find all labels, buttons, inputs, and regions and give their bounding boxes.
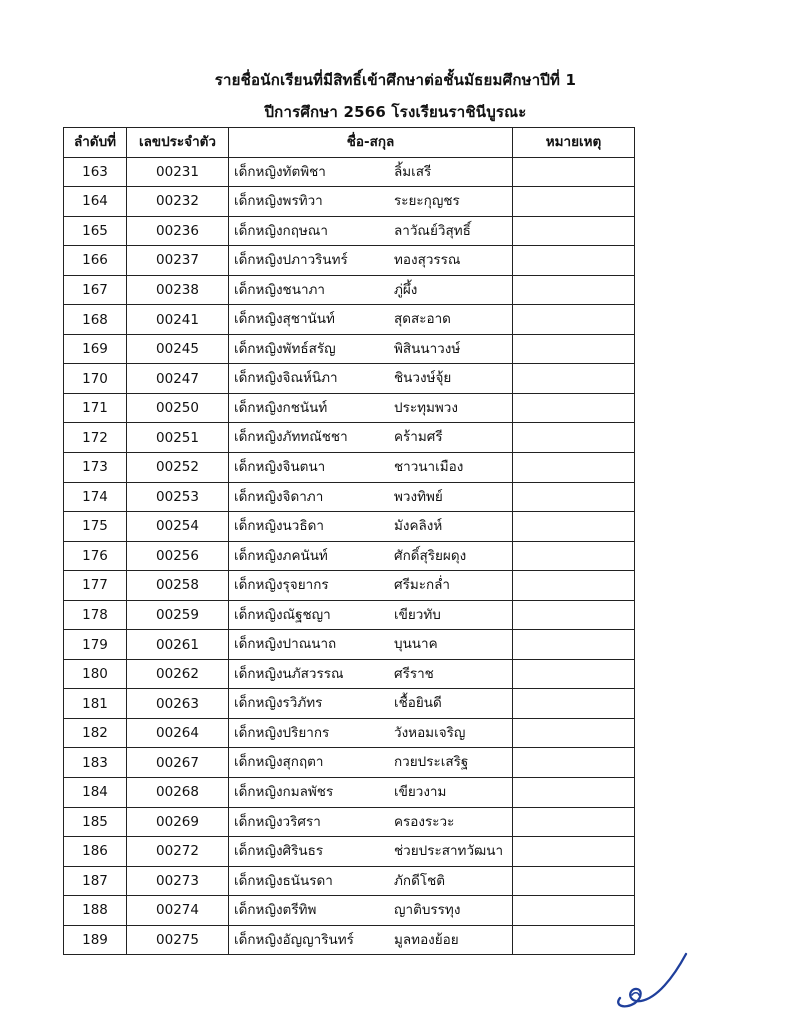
student-name: [229, 364, 513, 394]
student-id: 00237: [127, 246, 229, 276]
student-first-name: เด็กหญิงตรีทิพ: [234, 902, 317, 919]
student-first-name: เด็กหญิงกมลพัชร: [234, 784, 334, 801]
student-first-name: เด็กหญิงชนาภา: [234, 281, 325, 298]
table-row: [64, 571, 635, 601]
order-number: 165: [64, 216, 127, 246]
student-last-name: ศักดิ์สุริยผดุง: [394, 547, 467, 564]
student-id: 00267: [127, 748, 229, 778]
remarks-cell: [513, 453, 635, 483]
student-id: 00268: [127, 778, 229, 808]
student-first-name: เด็กหญิงปภาวรินทร์: [234, 252, 348, 269]
student-first-name: เด็กหญิงธนันรดา: [234, 872, 333, 889]
student-last-name: ภู่ผึ้ง: [394, 281, 418, 298]
student-last-name: มังคลิงห์: [394, 518, 443, 535]
student-id: 00262: [127, 659, 229, 689]
student-id: 00238: [127, 275, 229, 305]
student-name: [229, 246, 513, 276]
student-last-name: พิสินนาวงษ์: [394, 340, 461, 357]
order-number: 187: [64, 866, 127, 896]
student-id: 00261: [127, 630, 229, 660]
remarks-cell: [513, 866, 635, 896]
order-number: 185: [64, 807, 127, 837]
order-number: 163: [64, 157, 127, 187]
table-row: [64, 659, 635, 689]
order-number: 175: [64, 512, 127, 542]
remarks-cell: [513, 275, 635, 305]
table-row: [64, 482, 635, 512]
remarks-cell: [513, 748, 635, 778]
order-number: 177: [64, 571, 127, 601]
remarks-cell: [513, 837, 635, 867]
student-last-name: เชื้อยินดี: [394, 695, 442, 712]
student-last-name: เขียวทับ: [394, 606, 441, 623]
roster-body: [64, 157, 635, 955]
remarks-cell: [513, 393, 635, 423]
student-name: [229, 630, 513, 660]
student-last-name: ศรีมะกล่ำ: [394, 577, 450, 594]
order-number: 174: [64, 482, 127, 512]
student-name: [229, 807, 513, 837]
table-row: [64, 748, 635, 778]
order-number: 168: [64, 305, 127, 335]
header-full-name: ชื่อ-สกุล: [229, 128, 513, 158]
table-row: [64, 364, 635, 394]
remarks-cell: [513, 512, 635, 542]
student-id: 00250: [127, 393, 229, 423]
student-first-name: เด็กหญิงรุจยากร: [234, 577, 329, 594]
student-id: 00258: [127, 571, 229, 601]
student-last-name: ครองระวะ: [394, 813, 455, 830]
student-first-name: เด็กหญิงนภัสวรรณ: [234, 665, 344, 682]
student-last-name: วังหอมเจริญ: [394, 724, 466, 741]
order-number: 170: [64, 364, 127, 394]
student-id: 00263: [127, 689, 229, 719]
order-number: 172: [64, 423, 127, 453]
student-id: 00251: [127, 423, 229, 453]
student-id: 00241: [127, 305, 229, 335]
student-last-name: ชินวงษ์จุ้ย: [394, 370, 452, 387]
student-name: [229, 482, 513, 512]
student-id: 00253: [127, 482, 229, 512]
student-id: 00259: [127, 600, 229, 630]
student-last-name: ศรีราช: [394, 665, 434, 682]
table-row: [64, 925, 635, 955]
order-number: 176: [64, 541, 127, 571]
student-name: [229, 187, 513, 217]
table-row: [64, 630, 635, 660]
student-first-name: เด็กหญิงสุชานันท์: [234, 311, 335, 328]
student-first-name: เด็กหญิงปริยากร: [234, 724, 330, 741]
student-id: 00275: [127, 925, 229, 955]
student-name: [229, 216, 513, 246]
order-number: 164: [64, 187, 127, 217]
table-row: [64, 807, 635, 837]
table-row: [64, 512, 635, 542]
remarks-cell: [513, 807, 635, 837]
student-first-name: เด็กหญิงภคนันท์: [234, 547, 328, 564]
student-last-name: มูลทองย้อย: [394, 931, 459, 948]
table-row: [64, 896, 635, 926]
order-number: 186: [64, 837, 127, 867]
order-number: 171: [64, 393, 127, 423]
student-id: 00252: [127, 453, 229, 483]
student-name: [229, 866, 513, 896]
student-name: [229, 896, 513, 926]
student-first-name: เด็กหญิงกฤษณา: [234, 222, 328, 239]
remarks-cell: [513, 541, 635, 571]
order-number: 169: [64, 334, 127, 364]
student-last-name: ลาวัณย์วิสุทธิ์: [394, 222, 471, 239]
order-number: 189: [64, 925, 127, 955]
student-last-name: เขียวงาม: [394, 784, 447, 801]
table-row: [64, 393, 635, 423]
student-name: [229, 305, 513, 335]
student-id: 00231: [127, 157, 229, 187]
table-row: [64, 305, 635, 335]
student-name: [229, 393, 513, 423]
student-last-name: ญาติบรรทุง: [394, 902, 461, 919]
student-first-name: เด็กหญิงพรทิวา: [234, 193, 323, 210]
order-number: 167: [64, 275, 127, 305]
remarks-cell: [513, 364, 635, 394]
student-name: [229, 334, 513, 364]
student-last-name: ระยะกุญชร: [394, 193, 460, 210]
remarks-cell: [513, 718, 635, 748]
order-number: 173: [64, 453, 127, 483]
student-name: [229, 423, 513, 453]
remarks-cell: [513, 157, 635, 187]
table-row: [64, 600, 635, 630]
table-row: [64, 718, 635, 748]
student-first-name: เด็กหญิงณัฐชญา: [234, 606, 331, 623]
student-last-name: ภักดีโชติ: [394, 872, 446, 889]
student-first-name: เด็กหญิงวริศรา: [234, 813, 321, 830]
student-first-name: เด็กหญิงสุกฤตา: [234, 754, 324, 771]
remarks-cell: [513, 600, 635, 630]
student-id: 00254: [127, 512, 229, 542]
student-first-name: เด็กหญิงจิดาภา: [234, 488, 324, 505]
student-name: [229, 689, 513, 719]
order-number: 166: [64, 246, 127, 276]
order-number: 181: [64, 689, 127, 719]
table-row: [64, 246, 635, 276]
student-first-name: เด็กหญิงอัญญารินทร์: [234, 931, 354, 948]
table-row: [64, 275, 635, 305]
header-row: [64, 128, 635, 158]
student-last-name: ประทุมพวง: [394, 399, 458, 416]
student-first-name: เด็กหญิงรวิภัทร: [234, 695, 323, 712]
order-number: 184: [64, 778, 127, 808]
remarks-cell: [513, 689, 635, 719]
header-student-id: เลขประจำตัว: [127, 128, 229, 158]
student-last-name: คร้ามศรี: [394, 429, 443, 446]
student-id: 00273: [127, 866, 229, 896]
student-name: [229, 778, 513, 808]
student-name: [229, 600, 513, 630]
table-row: [64, 187, 635, 217]
student-roster-table: [63, 127, 635, 955]
student-first-name: เด็กหญิงภัททณัชชา: [234, 429, 348, 446]
student-id: 00264: [127, 718, 229, 748]
order-number: 178: [64, 600, 127, 630]
student-last-name: ทองสุวรรณ: [394, 252, 461, 269]
student-first-name: เด็กหญิงทัตพิชา: [234, 163, 326, 180]
student-first-name: เด็กหญิงจินตนา: [234, 459, 326, 476]
student-first-name: เด็กหญิงจิณห์นิภา: [234, 370, 338, 387]
table-row: [64, 778, 635, 808]
student-name: [229, 837, 513, 867]
order-number: 180: [64, 659, 127, 689]
table-row: [64, 216, 635, 246]
table-row: [64, 689, 635, 719]
order-number: 183: [64, 748, 127, 778]
student-id: 00247: [127, 364, 229, 394]
student-last-name: ชาวนาเมือง: [394, 459, 464, 476]
student-name: [229, 275, 513, 305]
table-row: [64, 157, 635, 187]
remarks-cell: [513, 305, 635, 335]
remarks-cell: [513, 630, 635, 660]
table-row: [64, 541, 635, 571]
student-last-name: ลิ้มเสรี: [394, 163, 432, 180]
student-id: 00272: [127, 837, 229, 867]
student-id: 00245: [127, 334, 229, 364]
header-order-number: ลำดับที่: [64, 128, 127, 158]
student-id: 00269: [127, 807, 229, 837]
student-last-name: สุดสะอาด: [394, 311, 451, 328]
signature: [612, 948, 694, 1010]
student-first-name: เด็กหญิงกชนันท์: [234, 399, 328, 416]
student-id: 00236: [127, 216, 229, 246]
remarks-cell: [513, 659, 635, 689]
student-first-name: เด็กหญิงศิรินธร: [234, 843, 324, 860]
remarks-cell: [513, 187, 635, 217]
document-subtitle: ปีการศึกษา 2566 โรงเรียนราชินีบูรณะ: [264, 103, 527, 121]
table-row: [64, 837, 635, 867]
document-title: รายชื่อนักเรียนที่มีสิทธิ์เข้าศึกษาต่อชั้นมัธยมศึกษาปีที่ 1: [214, 71, 577, 89]
remarks-cell: [513, 216, 635, 246]
table-row: [64, 453, 635, 483]
remarks-cell: [513, 896, 635, 926]
student-first-name: เด็กหญิงนวธิดา: [234, 518, 324, 535]
remarks-cell: [513, 482, 635, 512]
student-id: 00232: [127, 187, 229, 217]
remarks-cell: [513, 571, 635, 601]
order-number: 188: [64, 896, 127, 926]
table-row: [64, 423, 635, 453]
student-name: [229, 157, 513, 187]
student-first-name: เด็กหญิงพัทธ์สรัญ: [234, 340, 336, 357]
table-row: [64, 334, 635, 364]
student-id: 00274: [127, 896, 229, 926]
student-name: [229, 659, 513, 689]
student-name: [229, 925, 513, 955]
student-name: [229, 571, 513, 601]
student-id: 00256: [127, 541, 229, 571]
order-number: 179: [64, 630, 127, 660]
order-number: 182: [64, 718, 127, 748]
table-row: [64, 866, 635, 896]
header-remarks: หมายเหตุ: [513, 128, 635, 158]
student-first-name: เด็กหญิงปาณนาถ: [234, 636, 337, 653]
remarks-cell: [513, 423, 635, 453]
remarks-cell: [513, 334, 635, 364]
student-name: [229, 718, 513, 748]
student-name: [229, 541, 513, 571]
remarks-cell: [513, 778, 635, 808]
student-name: [229, 453, 513, 483]
student-last-name: กวยประเสริฐ: [394, 754, 469, 771]
student-last-name: บุนนาค: [394, 636, 438, 653]
student-last-name: พวงทิพย์: [394, 488, 443, 505]
student-name: [229, 748, 513, 778]
remarks-cell: [513, 246, 635, 276]
student-last-name: ช่วยประสาทวัฒนา: [394, 843, 504, 860]
student-name: [229, 512, 513, 542]
